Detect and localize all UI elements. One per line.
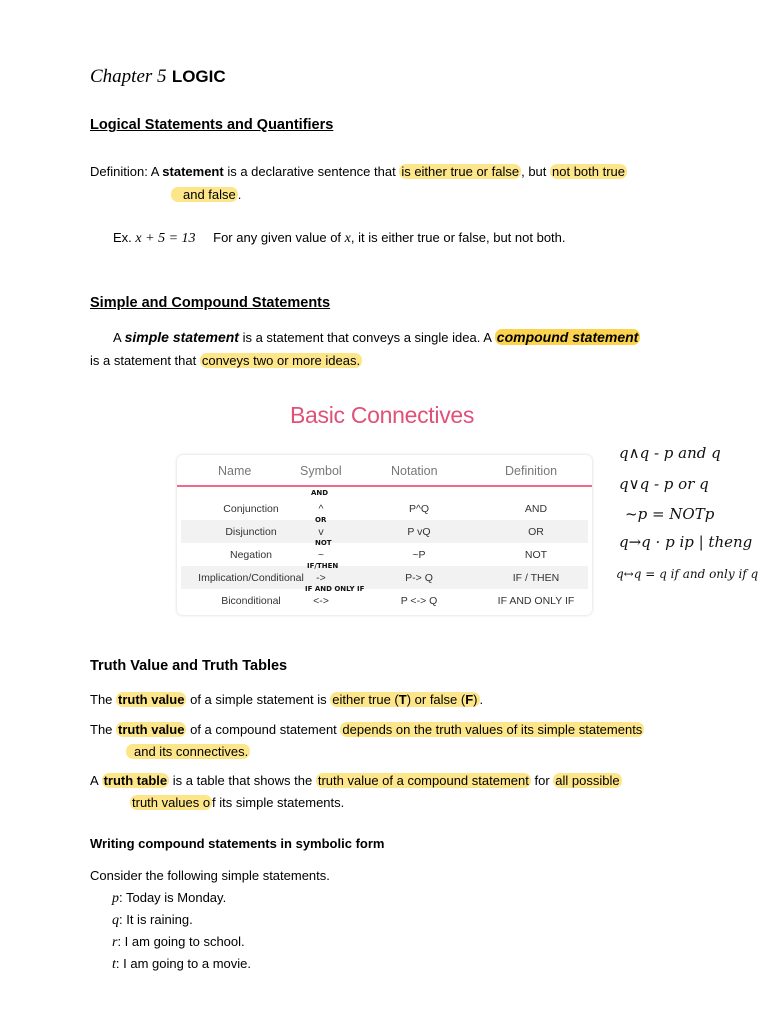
cell-name: Negation xyxy=(229,549,273,561)
handwritten-note: AND xyxy=(311,489,329,497)
text: f its simple statements. xyxy=(212,795,345,810)
connectives-table xyxy=(177,455,592,615)
text: : I am going to a movie. xyxy=(115,956,252,971)
statement-q xyxy=(112,908,193,932)
text: ) or false ( xyxy=(406,692,466,707)
cell-notation: P-> Q xyxy=(405,572,433,584)
chapter-prefix: Chapter 5 xyxy=(90,66,167,87)
section-heading-truth-value: Truth Value and Truth Tables xyxy=(90,658,288,674)
handwritten-note: IF AND ONLY IF xyxy=(305,585,365,593)
term-simple-statement: simple statement xyxy=(124,329,239,345)
variable-t: t xyxy=(112,957,116,972)
highlight-truth-value: truth value xyxy=(118,722,185,737)
cell-name: Conjunction xyxy=(223,503,279,515)
truth-table-line-2 xyxy=(130,791,344,814)
margin-note: q→q · p ip | theng xyxy=(619,533,753,551)
highlight-truth-value-of-compound: truth value of a compound statement xyxy=(317,773,529,788)
cell-symbol: ^ xyxy=(318,503,324,515)
variable-q: q xyxy=(112,913,119,928)
connectives-title: Basic Connectives xyxy=(290,402,475,428)
compound-statement-line xyxy=(90,349,362,372)
definition-prefix: Definition: A xyxy=(90,164,163,179)
text: A xyxy=(90,773,102,788)
cell-notation: ~P xyxy=(412,549,426,561)
definition-term: statement xyxy=(162,164,224,179)
example-text: For any given value of xyxy=(213,230,345,245)
cell-definition: OR xyxy=(528,526,544,538)
definition-text: is a declarative sentence that xyxy=(223,164,400,179)
margin-note: q∧q - p and q xyxy=(619,444,721,462)
cell-symbol: v xyxy=(318,526,324,538)
definition-text: , but xyxy=(521,164,551,179)
text: for xyxy=(530,773,554,788)
definition-period: . xyxy=(237,187,242,202)
text: is a table that shows the xyxy=(169,773,316,788)
cell-definition: IF AND ONLY IF xyxy=(497,595,575,607)
highlight-all-possible: all possible xyxy=(555,773,620,788)
simple-statement-line xyxy=(113,326,640,349)
cell-symbol: ~ xyxy=(317,549,325,561)
variable-p: p xyxy=(112,891,119,906)
cell-symbol: <-> xyxy=(313,595,329,607)
cell-notation: P <-> Q xyxy=(400,595,438,607)
text: : It is raining. xyxy=(119,912,193,927)
text: of a compound statement xyxy=(186,722,341,737)
cell-definition: AND xyxy=(524,503,548,515)
header-notation: Notation xyxy=(391,464,438,478)
text: The xyxy=(90,722,117,737)
margin-note: q∨q - p or q xyxy=(619,475,709,493)
header-symbol: Symbol xyxy=(300,464,342,478)
table-row xyxy=(181,585,588,612)
text: is a statement that conveys a single idea. A xyxy=(238,330,495,345)
highlight-true-or-false xyxy=(330,692,479,707)
letter-t: T xyxy=(398,692,407,707)
table-row xyxy=(181,489,588,520)
highlight-and-its-connectives: and its connectives. xyxy=(126,744,250,759)
text: either true ( xyxy=(332,692,399,707)
highlight-either-true-or-false: is either true or false xyxy=(401,164,520,179)
highlight-conveys-two-ideas: conveys two or more ideas. xyxy=(201,353,361,368)
text: is a statement that xyxy=(90,353,200,368)
highlight-truth-values: truth values o xyxy=(132,795,211,810)
table-row xyxy=(181,562,588,589)
chapter-title xyxy=(90,66,226,88)
text: : Today is Monday. xyxy=(119,890,227,905)
cell-symbol: -> xyxy=(316,572,326,584)
handwritten-note: OR xyxy=(315,516,327,524)
cell-notation: P vQ xyxy=(407,526,431,538)
section-heading-symbolic-form: Writing compound statements in symbolic form xyxy=(90,836,385,851)
section-heading-logical-statements: Logical Statements and Quantifiers xyxy=(90,117,334,133)
section-heading-simple-compound: Simple and Compound Statements xyxy=(90,295,331,311)
cell-name: Implication/Conditional xyxy=(198,572,304,584)
highlight-truth-value: truth value xyxy=(118,692,185,707)
text: : I am going to school. xyxy=(117,934,245,949)
truth-value-compound-line-1 xyxy=(90,718,644,741)
example-text: , it is either true or false, but not both. xyxy=(350,230,566,245)
truth-value-compound-line-2 xyxy=(126,740,250,763)
text: of a simple statement is xyxy=(186,692,331,707)
margin-note: ~p = NOTp xyxy=(625,505,715,523)
cell-name: Biconditional xyxy=(221,595,281,607)
table-row xyxy=(181,516,588,543)
highlight-and-false: and false xyxy=(171,187,238,202)
table-row xyxy=(181,539,588,566)
cell-name: Disjunction xyxy=(225,526,277,538)
example-equation: x + 5 = 13 xyxy=(135,231,196,246)
variable-r: r xyxy=(112,935,118,950)
statement-p xyxy=(112,886,226,910)
letter-f: F xyxy=(465,692,474,707)
highlight-depends-on-truth-values: depends on the truth values of its simple statements xyxy=(342,722,643,737)
cell-definition: IF / THEN xyxy=(512,572,560,584)
highlight-not-both-true: not both true xyxy=(552,164,626,179)
text: . xyxy=(479,692,484,707)
definition-line-1 xyxy=(90,160,627,183)
margin-note: q↔q = q if and only if q xyxy=(616,567,759,581)
text: The xyxy=(90,692,117,707)
header-definition: Definition xyxy=(505,464,558,478)
cell-notation: P^Q xyxy=(408,503,430,515)
definition-line-2 xyxy=(171,183,241,206)
term-compound-statement: compound statement xyxy=(496,329,639,345)
example-variable: x xyxy=(344,231,351,246)
header-divider xyxy=(177,485,592,487)
handwritten-note: NOT xyxy=(315,539,332,547)
example-prefix: Ex. xyxy=(113,230,136,245)
highlight-truth-table: truth table xyxy=(103,773,168,788)
example-line xyxy=(113,226,566,250)
truth-table-line-1 xyxy=(90,769,622,792)
statement-r xyxy=(112,930,245,954)
handwritten-note: IF/THEN xyxy=(307,562,339,570)
text: ) xyxy=(473,692,478,707)
cell-definition: NOT xyxy=(524,549,548,561)
header-name: Name xyxy=(218,464,252,478)
consider-intro: Consider the following simple statements. xyxy=(90,868,330,883)
text: A xyxy=(113,330,125,345)
chapter-name: LOGIC xyxy=(171,67,226,86)
statement-t xyxy=(112,952,251,976)
truth-value-simple-line xyxy=(90,688,483,711)
